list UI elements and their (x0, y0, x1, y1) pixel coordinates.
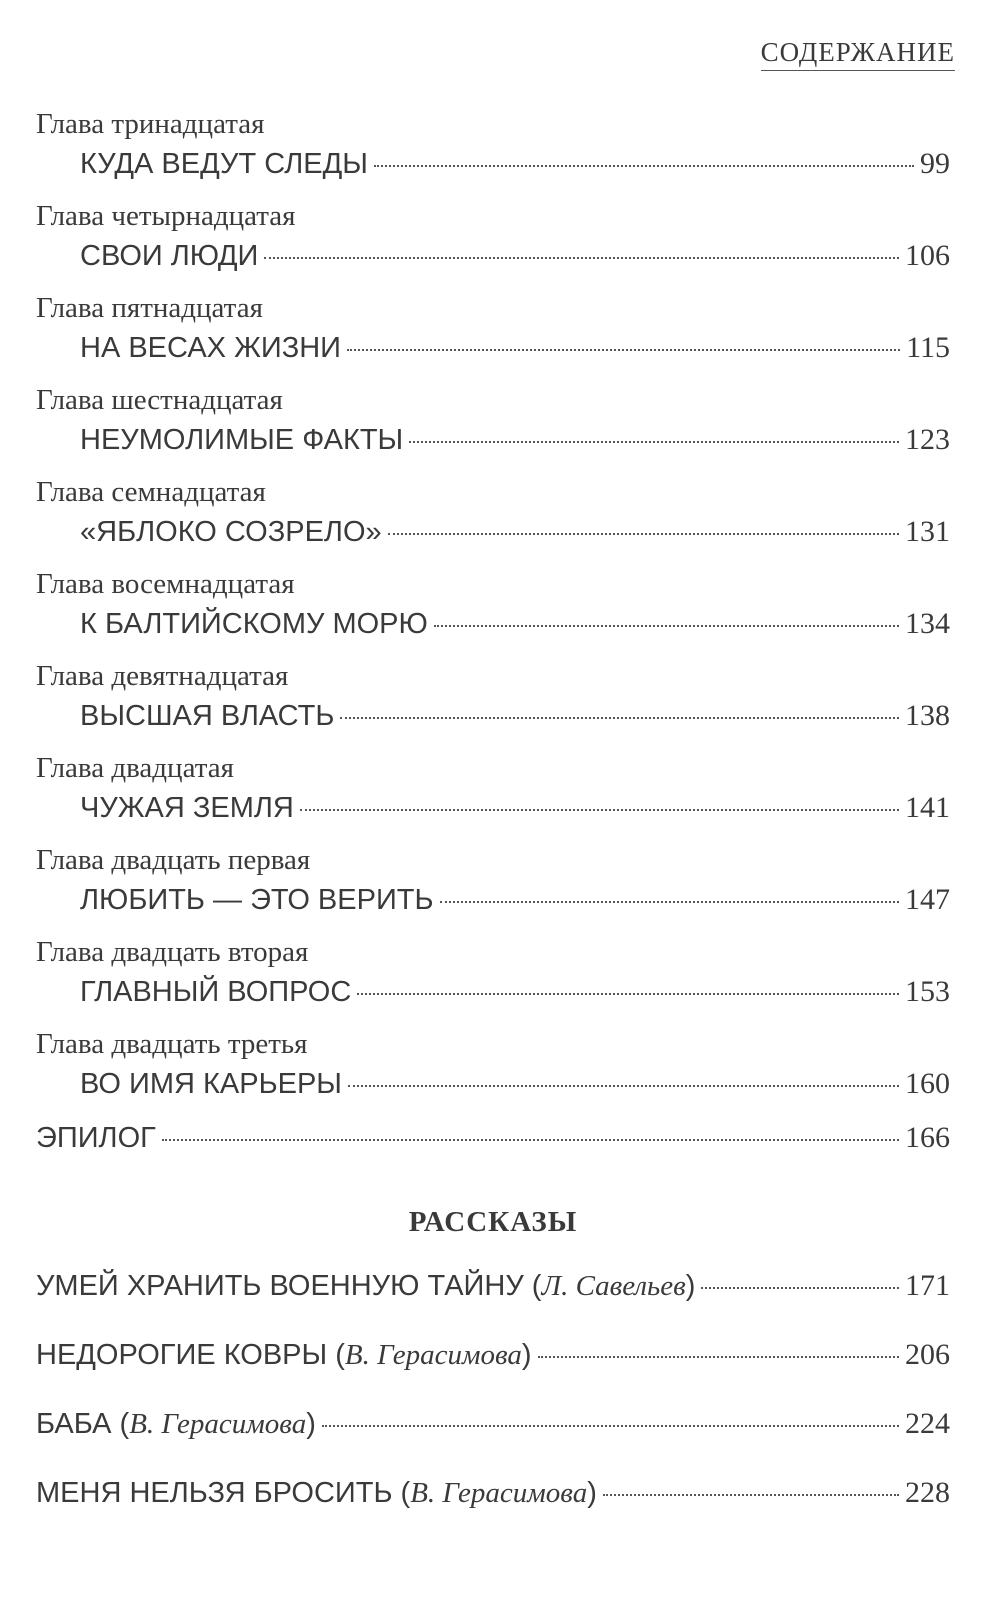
toc-row[interactable] (36, 1264, 950, 1308)
toc-row-epilogue[interactable] (36, 1116, 950, 1160)
chapter-title: КУДА ВЕДУТ СЛЕДЫ (80, 148, 368, 180)
page-number: 123 (905, 423, 950, 456)
page-number: 228 (905, 1476, 950, 1509)
chapter-label: Глава тринадцатая (36, 108, 265, 140)
dot-leader (388, 533, 899, 535)
chapter-title: ВЫСШАЯ ВЛАСТЬ (80, 700, 335, 732)
toc-row[interactable] (36, 694, 950, 738)
toc-row[interactable] (36, 1471, 950, 1515)
chapter-title: СВОИ ЛЮДИ (80, 240, 259, 272)
toc-row[interactable] (36, 970, 950, 1014)
dot-leader (434, 625, 899, 627)
toc-row[interactable] (36, 418, 950, 462)
chapter-label: Глава девятнадцатая (36, 660, 289, 692)
toc-row[interactable] (36, 786, 950, 830)
chapter-label: Глава пятнадцатая (36, 292, 263, 324)
chapter-label: Глава четырнадцатая (36, 200, 296, 232)
toc-chapter-entry (36, 934, 950, 1026)
toc-row[interactable] (36, 602, 950, 646)
dot-leader (538, 1356, 899, 1358)
toc-row[interactable] (36, 1333, 950, 1377)
table-of-contents (36, 106, 950, 1540)
page-number: 131 (905, 515, 950, 548)
toc-chapter-entry (36, 1026, 950, 1118)
toc-chapter-entry (36, 750, 950, 842)
dot-leader (440, 901, 899, 903)
dot-leader (348, 1085, 899, 1087)
story-title-line: БАБА (В. Герасимова) (36, 1408, 316, 1440)
chapter-label: Глава восемнадцатая (36, 568, 295, 600)
story-title: УМЕЙ ХРАНИТЬ ВОЕННУЮ ТАЙНУ (36, 1270, 524, 1302)
dot-leader (300, 809, 899, 811)
chapter-title: ЧУЖАЯ ЗЕМЛЯ (80, 792, 294, 824)
story-author: В. Герасимова (410, 1477, 588, 1509)
toc-row[interactable] (36, 142, 950, 186)
story-title-line: НЕДОРОГИЕ КОВРЫ (В. Герасимова) (36, 1339, 532, 1371)
toc-story-entry (36, 1333, 950, 1402)
toc-row[interactable] (36, 1062, 950, 1106)
dot-leader (409, 441, 899, 443)
chapter-label: Глава семнадцатая (36, 476, 266, 508)
story-title: БАБА (36, 1408, 112, 1440)
chapter-label: Глава двадцать первая (36, 844, 311, 876)
chapter-title: НА ВЕСАХ ЖИЗНИ (80, 332, 341, 364)
toc-chapter-entry (36, 106, 950, 198)
page-number: 153 (905, 975, 950, 1008)
toc-story-entry (36, 1402, 950, 1471)
chapter-title: «ЯБЛОКО СОЗРЕЛО» (80, 516, 382, 548)
page-number: 99 (920, 147, 950, 180)
chapter-label: Глава двадцатая (36, 752, 234, 784)
dot-leader (322, 1425, 899, 1427)
story-title-line: УМЕЙ ХРАНИТЬ ВОЕННУЮ ТАЙНУ (Л. Савельев) (36, 1270, 696, 1302)
toc-chapter-entry (36, 474, 950, 566)
toc-chapter-entry (36, 842, 950, 934)
chapter-label: Глава двадцать третья (36, 1028, 308, 1060)
toc-row[interactable] (36, 234, 950, 278)
story-title-line: МЕНЯ НЕЛЬЗЯ БРОСИТЬ (В. Герасимова) (36, 1477, 597, 1509)
dot-leader (264, 257, 899, 259)
dot-leader (701, 1287, 899, 1289)
running-head: СОДЕРЖАНИЕ (761, 38, 955, 71)
page-number: 171 (905, 1269, 950, 1302)
chapter-title: ВО ИМЯ КАРЬЕРЫ (80, 1068, 342, 1100)
toc-chapter-entry (36, 658, 950, 750)
dot-leader (374, 165, 914, 167)
page-number: 147 (905, 883, 950, 916)
chapter-title: НЕУМОЛИМЫЕ ФАКТЫ (80, 424, 404, 456)
chapter-title: ЛЮБИТЬ — ЭТО ВЕРИТЬ (80, 884, 434, 916)
dot-leader (603, 1494, 899, 1496)
page-number: 141 (905, 791, 950, 824)
toc-chapter-entry (36, 290, 950, 382)
dot-leader (347, 349, 900, 351)
toc-row[interactable] (36, 878, 950, 922)
dot-leader (340, 717, 899, 719)
story-author: В. Герасимова (129, 1408, 307, 1440)
chapter-label: Глава двадцать вторая (36, 936, 309, 968)
toc-row[interactable] (36, 1402, 950, 1446)
toc-chapter-entry (36, 382, 950, 474)
story-author: В. Герасимова (344, 1339, 522, 1371)
toc-chapter-entry (36, 566, 950, 658)
page-number: 106 (905, 239, 950, 272)
page-number: 166 (905, 1121, 950, 1154)
toc-story-entry (36, 1264, 950, 1333)
stories-heading: РАССКАЗЫ (408, 1206, 578, 1238)
story-author: Л. Савельев (541, 1270, 686, 1302)
story-title: НЕДОРОГИЕ КОВРЫ (36, 1339, 328, 1371)
toc-row[interactable] (36, 326, 950, 370)
page-number: 160 (905, 1067, 950, 1100)
dot-leader (162, 1139, 899, 1141)
dot-leader (357, 993, 899, 995)
epilogue-title: ЭПИЛОГ (36, 1122, 156, 1154)
toc-chapter-entry (36, 198, 950, 290)
chapter-label: Глава шестнадцатая (36, 384, 283, 416)
chapter-title: К БАЛТИЙСКОМУ МОРЮ (80, 608, 428, 640)
story-title: МЕНЯ НЕЛЬЗЯ БРОСИТЬ (36, 1477, 393, 1509)
toc-row[interactable] (36, 510, 950, 554)
page-number: 115 (906, 331, 950, 364)
page-number: 138 (905, 699, 950, 732)
toc-story-entry (36, 1471, 950, 1540)
page-number: 224 (905, 1407, 950, 1440)
chapter-title: ГЛАВНЫЙ ВОПРОС (80, 976, 352, 1008)
page-number: 206 (905, 1338, 950, 1371)
page-number: 134 (905, 607, 950, 640)
